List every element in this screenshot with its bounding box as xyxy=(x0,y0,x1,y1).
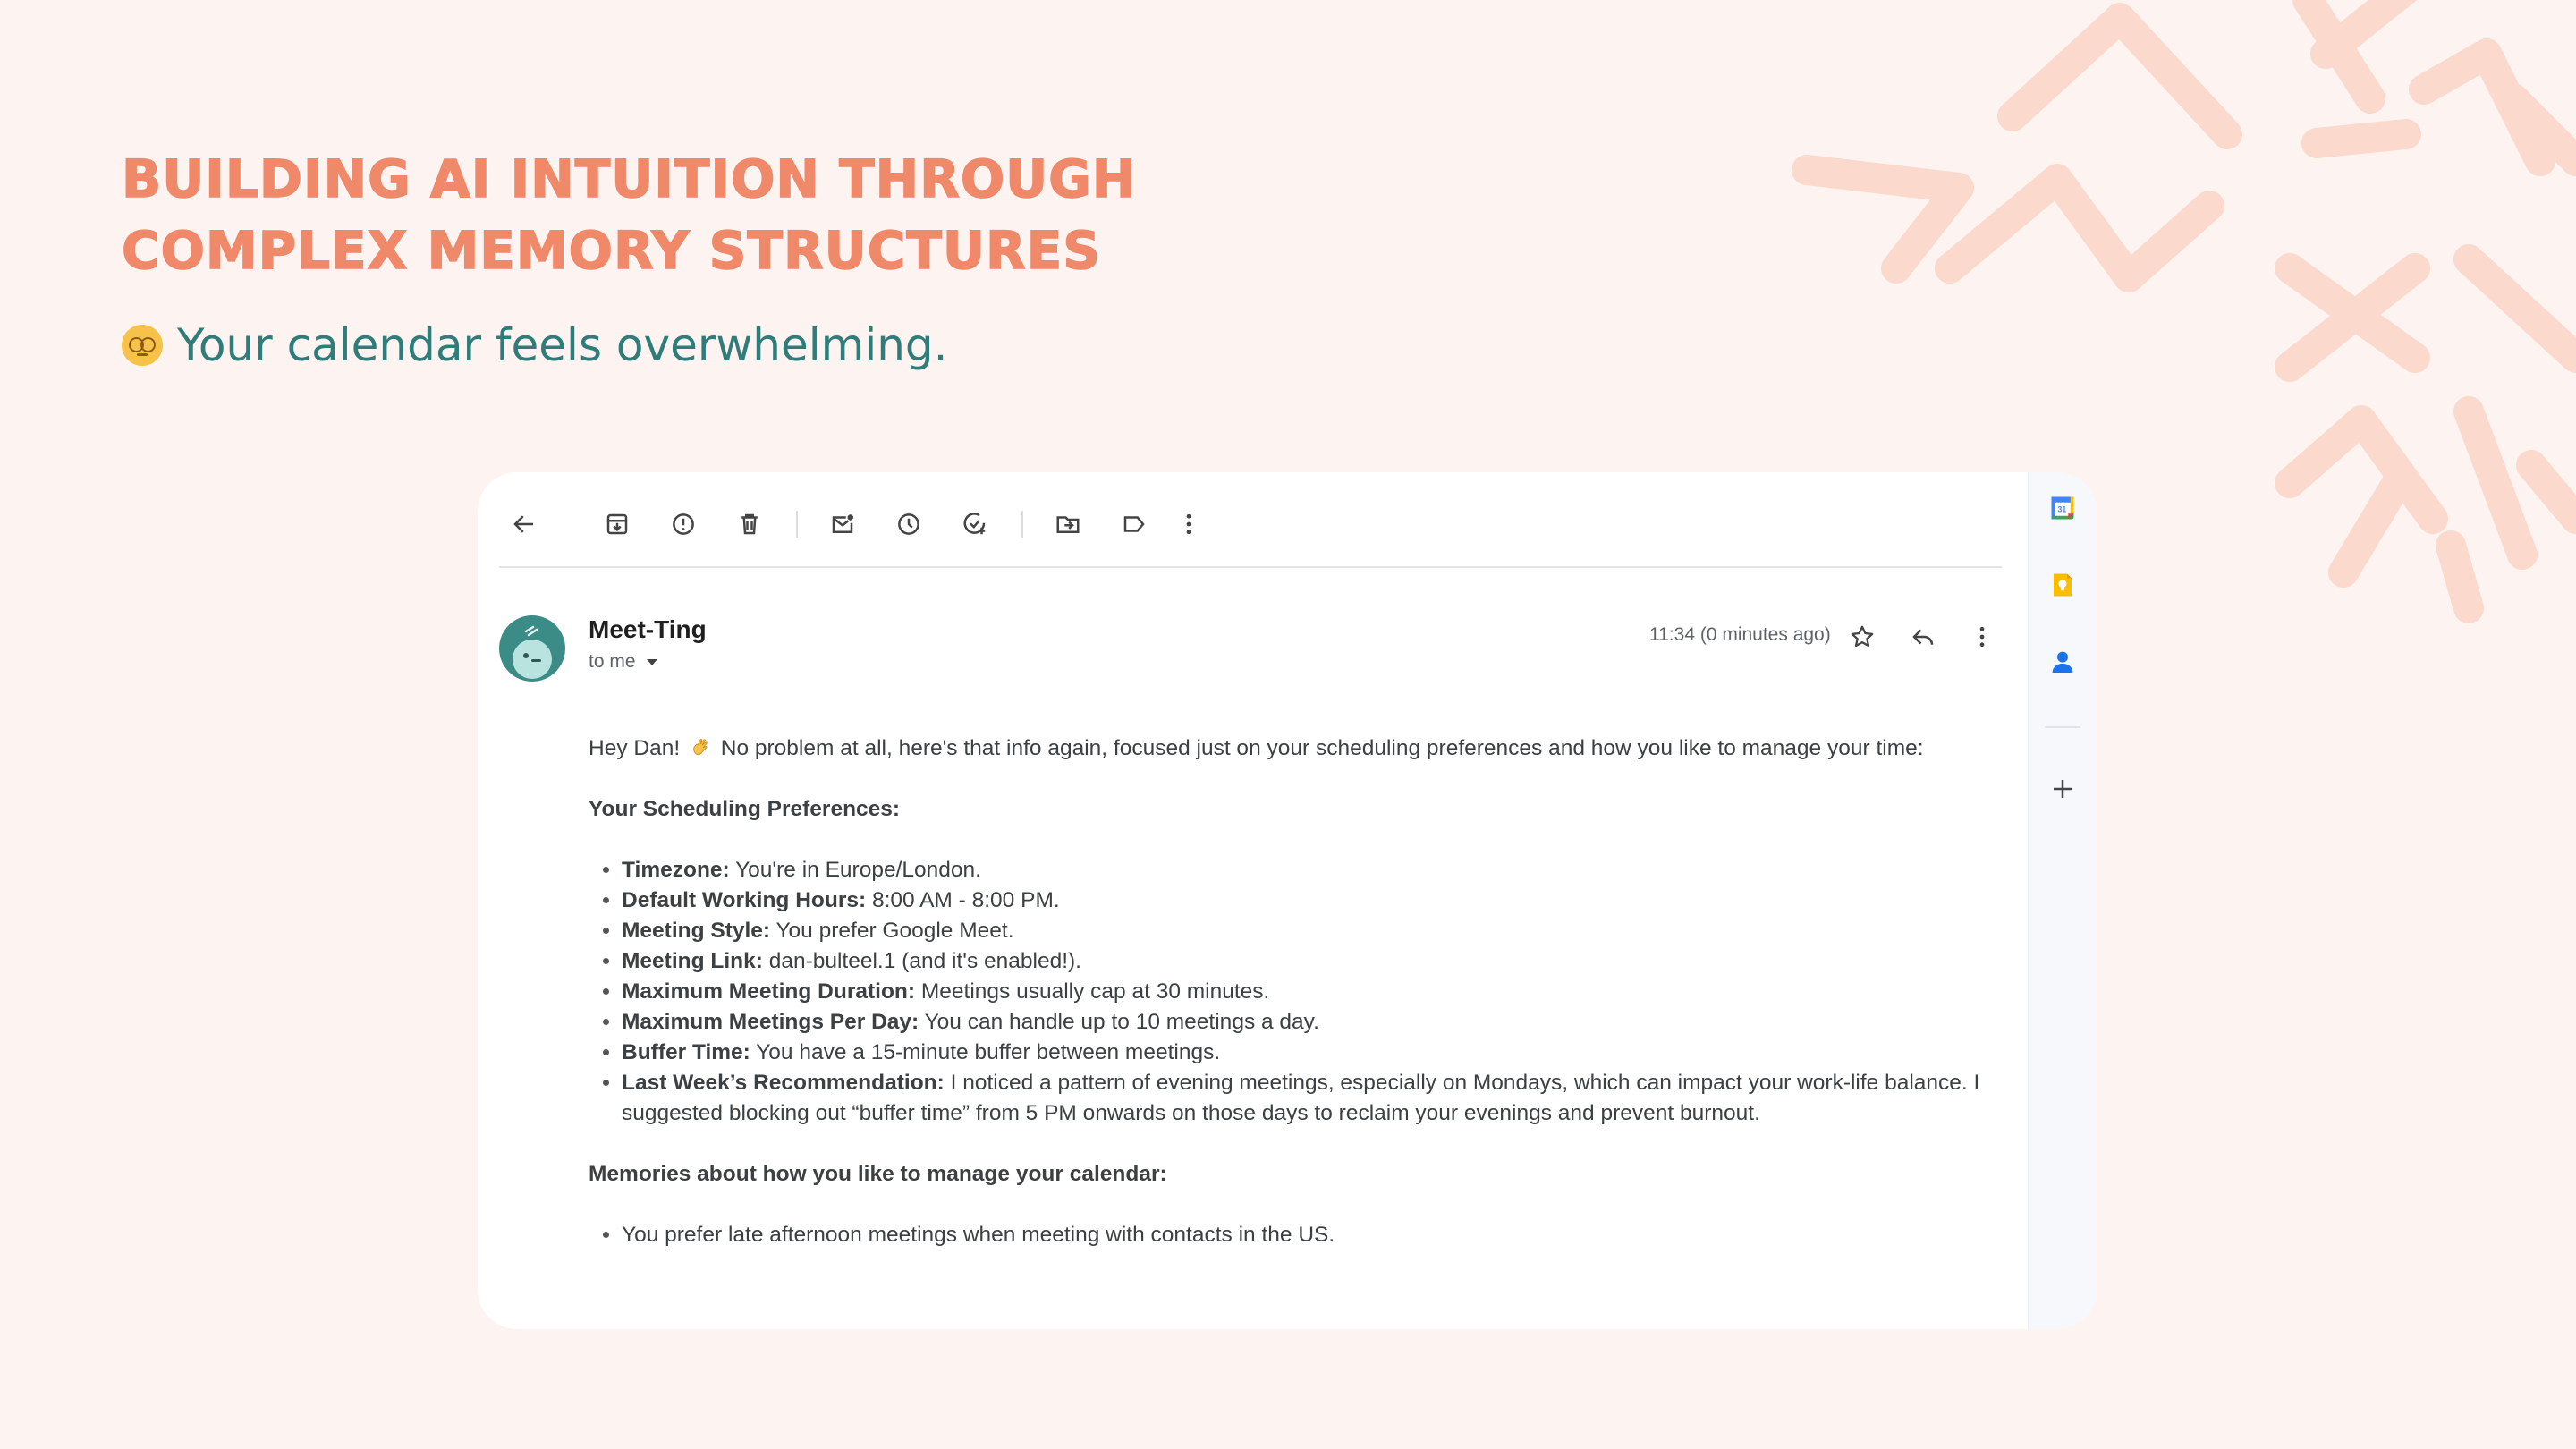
contacts-app-icon[interactable] xyxy=(2046,646,2079,678)
headline-line-1: BUILDING AI INTUITION THROUGH xyxy=(122,148,1137,209)
rail-divider xyxy=(2045,726,2080,728)
pref-label: Timezone: xyxy=(622,858,730,882)
list-item xyxy=(622,977,2011,1007)
snooze-icon[interactable] xyxy=(884,499,934,549)
email-window xyxy=(478,472,2097,1329)
email-body xyxy=(589,733,2011,1250)
recipient-details[interactable] xyxy=(589,651,657,673)
pref-label: Last Week’s Recommendation: xyxy=(622,1071,945,1095)
preferences-list xyxy=(589,855,2011,1129)
pref-value: You prefer Google Meet. xyxy=(770,919,1014,943)
list-item xyxy=(622,916,2011,946)
keep-app-icon[interactable] xyxy=(2046,569,2079,601)
list-item xyxy=(622,1007,2011,1038)
move-to-icon[interactable] xyxy=(1043,499,1093,549)
email-toolbar xyxy=(499,497,1218,551)
dizzy-face-emoji-icon xyxy=(122,325,163,366)
scheduling-preferences-heading: Your Scheduling Preferences: xyxy=(589,797,901,821)
pref-label: Buffer Time: xyxy=(622,1040,750,1064)
add-task-icon[interactable] xyxy=(950,499,1000,549)
pref-value: dan-bulteel.1 (and it's enabled!). xyxy=(762,949,1081,973)
email-timestamp: 11:34 (0 minutes ago) xyxy=(1649,624,1831,645)
label-icon[interactable] xyxy=(1109,499,1159,549)
pref-label: Meeting Link: xyxy=(622,949,763,973)
chevron-down-icon[interactable] xyxy=(647,659,657,665)
back-arrow-icon[interactable] xyxy=(499,499,549,549)
calendar-day-text: 31 xyxy=(2057,504,2067,514)
pref-value: You have a 15-minute buffer between meetings. xyxy=(750,1040,1221,1064)
memories-heading: Memories about how you like to manage your calendar: xyxy=(589,1162,1167,1186)
pref-value: 8:00 AM - 8:00 PM. xyxy=(866,888,1060,912)
subtitle-text: Your calendar feels overwhelming. xyxy=(177,319,948,371)
reply-icon[interactable] xyxy=(1903,617,1943,657)
memories-list xyxy=(589,1220,2011,1250)
list-item xyxy=(622,886,2011,916)
headline xyxy=(122,143,1136,286)
pref-label: Default Working Hours: xyxy=(622,888,867,912)
pref-value: You can handle up to 10 meetings a day. xyxy=(919,1010,1319,1034)
list-item xyxy=(622,855,2011,886)
greeting-rest: No problem at all, here's that info again, focused just on your scheduling preferences and how you like to manage your time: xyxy=(720,736,1924,760)
recipient-label: to me xyxy=(589,651,636,672)
toolbar-bottom-divider xyxy=(499,566,2002,568)
pref-value: I noticed a pattern of evening meetings, especially on Mondays, which can impact your work-life balance. I suggested blocking out “buffer time” from 5 PM onwards on those days to reclaim your evenings and prevent burnout. xyxy=(622,1071,1980,1125)
greeting-start: Hey Dan! xyxy=(589,736,681,760)
headline-line-2: COMPLEX MEMORY STRUCTURES xyxy=(122,220,1101,281)
list-item xyxy=(622,946,2011,977)
toolbar-divider xyxy=(1021,511,1023,538)
list-item: • You prefer late afternoon meetings when meeting with contacts in the US. xyxy=(622,1220,2011,1250)
delete-icon[interactable] xyxy=(724,499,775,549)
subtitle xyxy=(122,317,948,374)
star-icon[interactable] xyxy=(1843,617,1882,657)
report-spam-icon[interactable] xyxy=(658,499,708,549)
pref-label: Meeting Style: xyxy=(622,919,771,943)
list-item xyxy=(622,1038,2011,1068)
more-vert-icon[interactable] xyxy=(1175,499,1202,549)
archive-icon[interactable] xyxy=(592,499,642,549)
add-app-icon[interactable] xyxy=(2046,773,2079,805)
sender-avatar[interactable] xyxy=(499,615,565,682)
list-item xyxy=(622,1068,2011,1129)
pref-label: Maximum Meetings Per Day: xyxy=(622,1010,919,1034)
pref-label: Maximum Meeting Duration: xyxy=(622,979,916,1004)
pref-value: Meetings usually cap at 30 minutes. xyxy=(915,979,1270,1004)
mark-unread-icon[interactable] xyxy=(818,499,868,549)
waving-hand-emoji-icon xyxy=(690,736,711,758)
toolbar-divider xyxy=(796,511,798,538)
more-vert-icon[interactable] xyxy=(1962,617,2002,657)
email-greeting xyxy=(589,733,2011,764)
sender-name[interactable]: Meet-Ting xyxy=(589,615,707,643)
calendar-app-icon[interactable] xyxy=(2046,492,2079,524)
pref-value: You're in Europe/London. xyxy=(729,858,981,882)
side-panel-rail xyxy=(2028,472,2097,1329)
